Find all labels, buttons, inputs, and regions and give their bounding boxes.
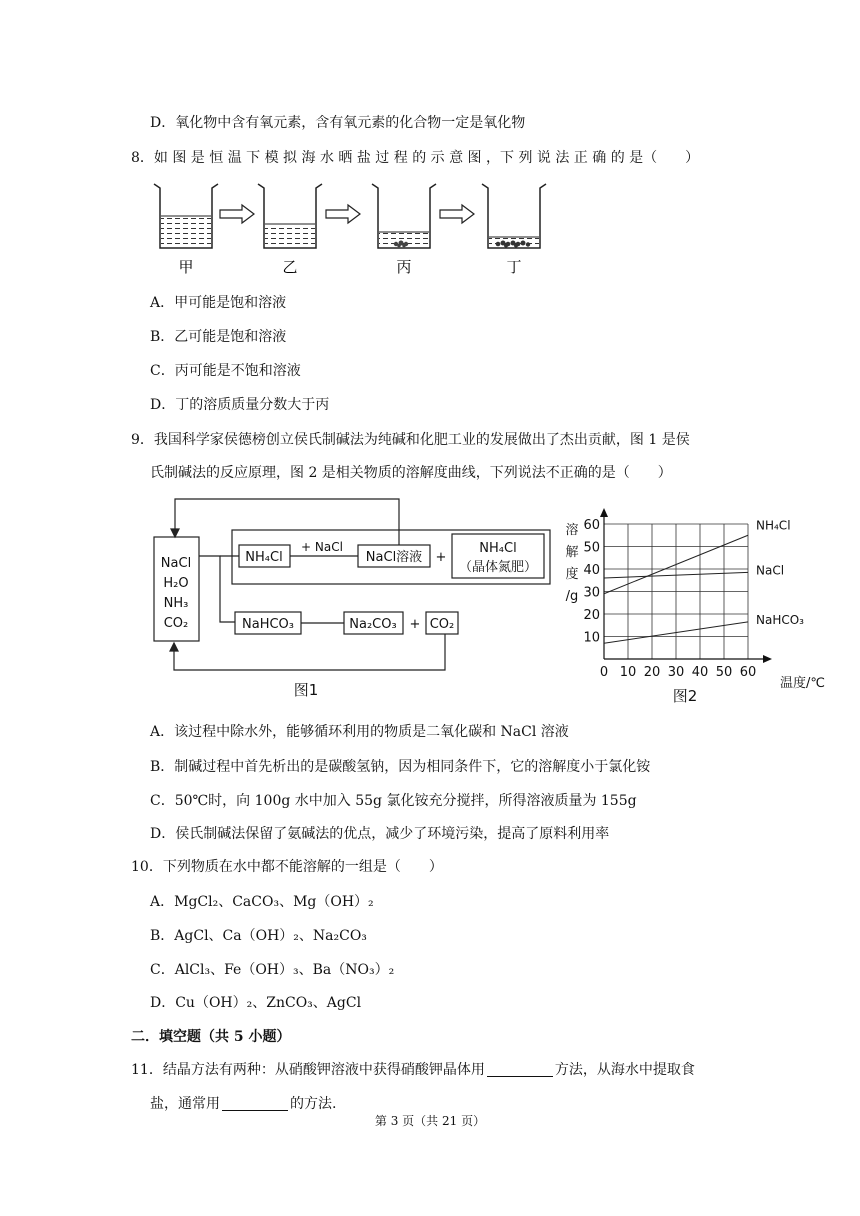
y-tick-label: 60 bbox=[583, 518, 600, 533]
q9-option-b: B．制碱过程中首先析出的是碳酸氢钠，因为相同条件下，它的溶解度小于氯化铵 bbox=[150, 759, 651, 775]
na2co3-label: Na₂CO₃ bbox=[349, 617, 397, 632]
arrow-2 bbox=[326, 205, 360, 223]
input-co2: CO₂ bbox=[163, 616, 189, 631]
q11-text-1: 11．结晶方法有两种：从硝酸钾溶液中获得硝酸钾晶体用 bbox=[131, 1062, 485, 1078]
beaker-bing bbox=[372, 184, 436, 248]
x-axis-arrow bbox=[763, 655, 772, 663]
series-label: NaHCO₃ bbox=[756, 612, 804, 627]
beaker-label: 甲 bbox=[178, 258, 194, 276]
q8-stem: 8．如 图 是 恒 温 下 模 拟 海 水 晒 盐 过 程 的 示 意 图 ，下 列 说 法 正 确 的 是（ ） bbox=[131, 150, 700, 166]
x-tick-label: 50 bbox=[715, 665, 733, 680]
q11-text-2: 方法，从海水中提取食 bbox=[554, 1062, 695, 1078]
beaker-ding bbox=[482, 184, 546, 248]
q11-text-4: 的方法. bbox=[290, 1096, 337, 1112]
q10-option-d: D．Cu（OH）₂、ZnCO₃、AgCl bbox=[150, 995, 362, 1011]
q11-line1 bbox=[131, 1059, 695, 1079]
arrow-1 bbox=[220, 205, 254, 223]
x-tick-label: 20 bbox=[643, 665, 661, 680]
q10-option-b: B．AgCl、Ca（OH）₂、Na₂CO₃ bbox=[150, 928, 367, 944]
q10-option-c: C．AlCl₃、Fe（OH）₃、Ba（NO₃）₂ bbox=[150, 962, 395, 978]
x-tick-label: 40 bbox=[691, 665, 709, 680]
y-axis-arrow bbox=[600, 508, 608, 517]
x-tick-label: 10 bbox=[619, 665, 637, 680]
input-nacl: NaCl bbox=[160, 556, 192, 571]
y-tick-label: 10 bbox=[583, 630, 600, 646]
y-axis-label-char: /g bbox=[565, 589, 579, 604]
beaker-label: 乙 bbox=[282, 258, 298, 276]
section-title: 二．填空题（共 5 小题） bbox=[131, 1029, 291, 1045]
q11-line2 bbox=[150, 1093, 336, 1113]
y-axis-label-char: 度 bbox=[565, 567, 579, 582]
input-nh3: NH₃ bbox=[163, 596, 189, 611]
product-note: （晶体氮肥） bbox=[458, 560, 538, 575]
q11-text-3: 盐，通常用 bbox=[150, 1096, 220, 1112]
q9-stem-line2: 氏制碱法的反应原理，图 2 是相关物质的溶解度曲线，下列说法不正确的是（ ） bbox=[150, 465, 672, 481]
nh4cl-label: NH₄Cl bbox=[245, 550, 283, 565]
x-tick-label: 0 bbox=[599, 665, 609, 680]
y-tick-label: 50 bbox=[583, 540, 600, 556]
plus-sign-2: + bbox=[409, 617, 421, 632]
beaker-jia bbox=[154, 184, 218, 248]
y-axis-label-char: 溶 bbox=[565, 523, 579, 538]
y-tick-label: 40 bbox=[583, 563, 600, 578]
beaker-label: 丁 bbox=[506, 258, 522, 276]
arrow-3 bbox=[440, 205, 474, 223]
q8-option-d: D．丁的溶质质量分数大于丙 bbox=[150, 397, 330, 413]
q8-option-b: B．乙可能是饱和溶液 bbox=[150, 329, 287, 345]
q10-stem: 10．下列物质在水中都不能溶解的一组是（ ） bbox=[131, 859, 443, 875]
q9-figure-2-chart bbox=[560, 500, 825, 710]
figure-1-caption: 图1 bbox=[293, 681, 319, 699]
beaker-label: 丙 bbox=[396, 258, 412, 276]
q8-beaker-figure bbox=[150, 176, 560, 280]
series-label: NaCl bbox=[756, 563, 785, 578]
q9-stem-line1: 9．我国科学家侯德榜创立侯氏制碱法为纯碱和化肥工业的发展做出了杰出贡献，图 1 是侯 bbox=[131, 432, 690, 448]
x-tick-label: 30 bbox=[667, 665, 685, 680]
q9-option-d: D．侯氏制碱法保留了氨碱法的优点，减少了环境污染，提高了原料利用率 bbox=[150, 826, 610, 842]
page-footer: 第 3 页（共 21 页） bbox=[374, 1114, 486, 1128]
input-h2o: H₂O bbox=[163, 576, 189, 591]
nahco3-label: NaHCO₃ bbox=[242, 617, 294, 632]
q8-option-a: A．甲可能是饱和溶液 bbox=[150, 295, 287, 311]
q10-option-a: A．MgCl₂、CaCO₃、Mg（OH）₂ bbox=[150, 894, 374, 910]
y-tick-label: 30 bbox=[583, 585, 600, 601]
beaker-yi bbox=[258, 184, 322, 248]
series-label: NH₄Cl bbox=[756, 518, 791, 533]
x-axis-label: 温度/℃ bbox=[780, 676, 825, 691]
nacl-solution-label: NaCl溶液 bbox=[365, 550, 423, 565]
plus-nacl-label: + NaCl bbox=[301, 540, 343, 554]
figure-2-caption: 图2 bbox=[672, 687, 698, 705]
q9-figure-1 bbox=[150, 492, 562, 706]
y-tick-label: 20 bbox=[583, 608, 600, 623]
product-nh4cl: NH₄Cl bbox=[479, 541, 517, 556]
x-tick-label: 60 bbox=[739, 665, 757, 680]
answer-blank[interactable] bbox=[222, 1096, 288, 1111]
q9-option-a: A．该过程中除水外，能够循环利用的物质是二氧化碳和 NaCl 溶液 bbox=[150, 724, 569, 740]
answer-blank[interactable] bbox=[487, 1062, 553, 1077]
plus-sign: + bbox=[435, 550, 447, 565]
q8-option-c: C．丙可能是不饱和溶液 bbox=[150, 363, 301, 379]
q7-option-d: D．氧化物中含有氧元素，含有氧元素的化合物一定是氧化物 bbox=[150, 115, 526, 131]
co2-label: CO₂ bbox=[429, 617, 455, 632]
y-axis-label-char: 解 bbox=[565, 545, 579, 560]
q9-option-c: C．50℃时，向 100g 水中加入 55g 氯化铵充分搅拌，所得溶液质量为 155g bbox=[150, 793, 637, 809]
